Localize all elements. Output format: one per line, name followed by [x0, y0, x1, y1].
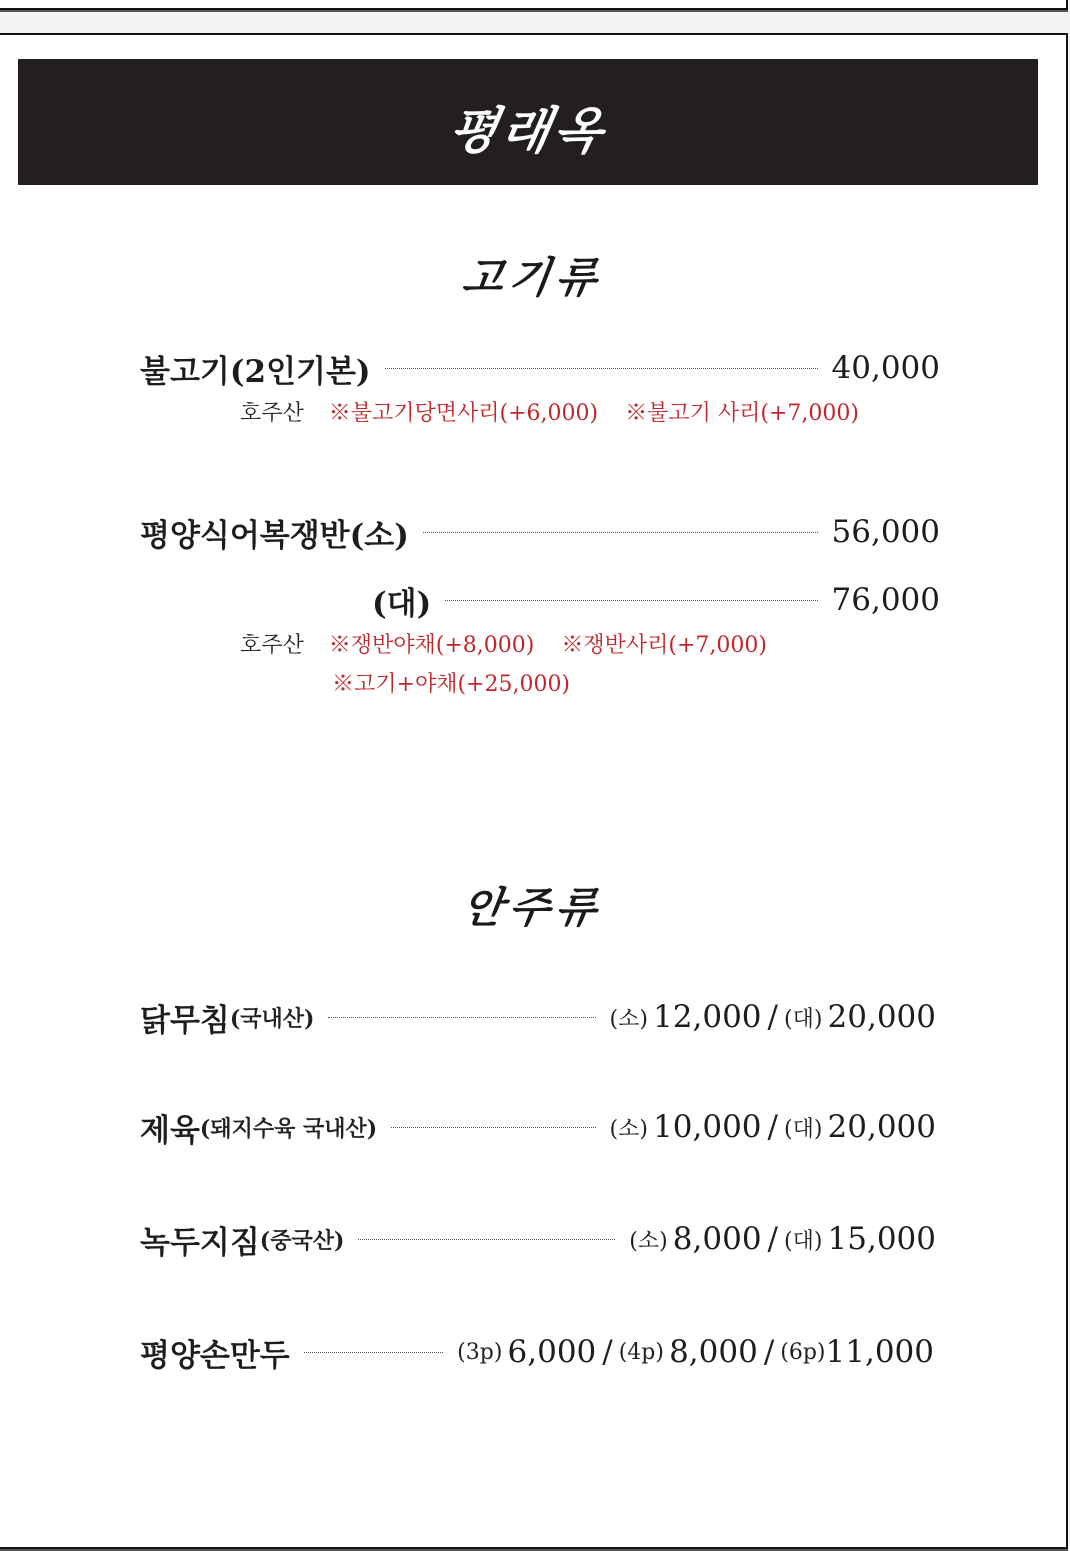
price-3p: 6,000: [507, 1334, 597, 1370]
separator: /: [767, 1221, 778, 1257]
size-label: (소): [609, 1006, 648, 1032]
item-name: 불고기(2인기본): [140, 353, 371, 390]
item-price: 40,000: [831, 350, 940, 386]
extra-option: ※불고기 사리(+7,000): [625, 401, 859, 426]
large-price: 20,000: [827, 999, 936, 1035]
menu-item-bulgogi: [140, 348, 940, 388]
separator: /: [767, 999, 778, 1035]
dotted-leader: [328, 1017, 595, 1018]
extra-option: ※불고기당면사리(+6,000): [328, 401, 599, 426]
variant-label: (대): [372, 585, 432, 622]
restaurant-name: 평래옥: [443, 102, 611, 160]
menu-item-nokdu-jijim: [140, 1219, 936, 1259]
dotted-leader: [423, 532, 818, 533]
item-price: 76,000: [831, 582, 940, 618]
small-price: 12,000: [653, 999, 762, 1035]
dotted-leader: [385, 368, 818, 369]
bulgogi-notes: [240, 396, 879, 427]
large-price: 15,000: [827, 1221, 936, 1257]
item-origin: (중국산): [259, 1227, 345, 1254]
price-6p: 11,000: [825, 1334, 934, 1370]
small-price: 8,000: [672, 1221, 762, 1257]
item-name: 녹두지짐: [140, 1224, 260, 1261]
section-title-meat: 고기류: [459, 253, 606, 302]
menu-item-eobok-jaengban: [140, 512, 940, 552]
origin-label: 호주산: [240, 401, 304, 426]
size-label: (소): [609, 1116, 648, 1142]
item-origin: (돼지수육 국내산): [199, 1115, 378, 1142]
size-label: (대): [784, 1228, 823, 1254]
menu-item-mandu: [140, 1332, 934, 1372]
large-price: 20,000: [827, 1109, 936, 1145]
header-banner: [18, 59, 1038, 185]
extra-option: ※고기+야채(+25,000): [332, 672, 571, 697]
dotted-leader: [304, 1352, 443, 1353]
item-origin: (국내산): [229, 1005, 315, 1032]
origin-label: 호주산: [240, 633, 304, 658]
separator: /: [602, 1334, 613, 1370]
size-label: (3p): [457, 1339, 503, 1365]
separator: /: [767, 1109, 778, 1145]
jaengban-notes-2: [332, 667, 590, 698]
jaengban-notes: [240, 628, 787, 659]
separator: /: [763, 1334, 775, 1370]
item-name: 제육: [140, 1112, 200, 1149]
extra-option: ※쟁반야채(+8,000): [328, 633, 535, 658]
item-name: 닭무침: [140, 1002, 230, 1039]
item-name: 평양식어복쟁반(소): [140, 517, 409, 554]
item-price: 56,000: [831, 514, 940, 550]
size-label: (대): [784, 1116, 823, 1142]
dotted-leader: [358, 1239, 615, 1240]
size-label: (4p): [618, 1339, 664, 1365]
menu-item-dakmuchim: [140, 997, 936, 1037]
menu-item-jeyuk: [140, 1107, 936, 1147]
size-label: (6p): [780, 1339, 826, 1365]
section-title-snacks: 안주류: [459, 883, 606, 932]
menu-page: [0, 33, 1068, 1549]
size-label: (대): [784, 1006, 823, 1032]
item-name: 평양손만두: [140, 1337, 290, 1374]
small-price: 10,000: [653, 1109, 762, 1145]
dotted-leader: [391, 1127, 595, 1128]
size-label: (소): [629, 1228, 668, 1254]
menu-item-eobok-jaengban-large: [372, 580, 940, 620]
price-4p: 8,000: [669, 1334, 758, 1370]
dotted-leader: [445, 600, 817, 601]
previous-page-edge: [0, 0, 1068, 10]
extra-option: ※쟁반사리(+7,000): [561, 633, 767, 658]
